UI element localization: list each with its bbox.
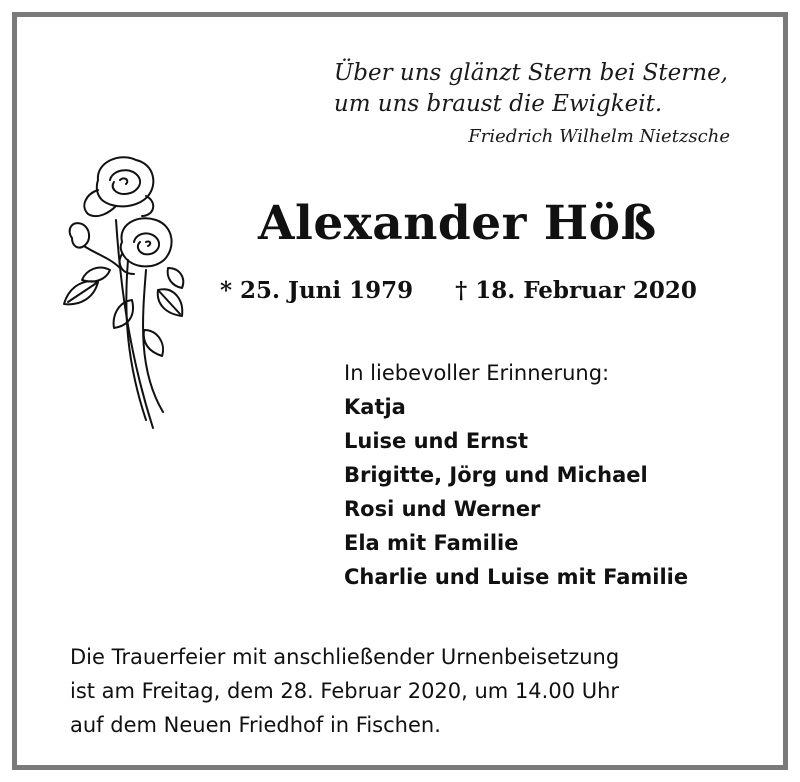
memory-intro: In liebevoller Erinnerung:	[344, 361, 610, 385]
roses-icon	[58, 150, 188, 435]
deceased-name: Alexander Höß	[258, 196, 657, 251]
funeral-notice	[70, 640, 619, 742]
birth-date: * 25. Juni 1979	[220, 277, 414, 304]
funeral-line: Die Trauerfeier mit anschließender Urnenbeisetzung	[70, 645, 620, 669]
mourner-name: Katja	[344, 395, 406, 419]
mourner-name: Charlie und Luise mit Familie	[344, 565, 689, 589]
life-dates	[220, 277, 697, 304]
quote-author: Friedrich Wilhelm Nietzsche	[468, 126, 730, 147]
death-date: † 18. Februar 2020	[455, 277, 697, 304]
mourner-name: Ela mit Familie	[344, 531, 519, 555]
mourner-name: Luise und Ernst	[344, 429, 529, 453]
quote-line: Über uns glänzt Stern bei Sterne,	[333, 60, 728, 86]
mourner-name: Rosi und Werner	[344, 497, 541, 521]
mourner-name: Brigitte, Jörg und Michael	[344, 463, 648, 487]
funeral-line: auf dem Neuen Friedhof in Fischen.	[70, 713, 441, 737]
memory-block	[344, 356, 688, 594]
funeral-line: ist am Freitag, dem 28. Februar 2020, um 14.00 Uhr	[70, 679, 620, 703]
quote-line: um uns braust die Ewigkeit.	[333, 91, 663, 117]
quote	[334, 58, 728, 120]
